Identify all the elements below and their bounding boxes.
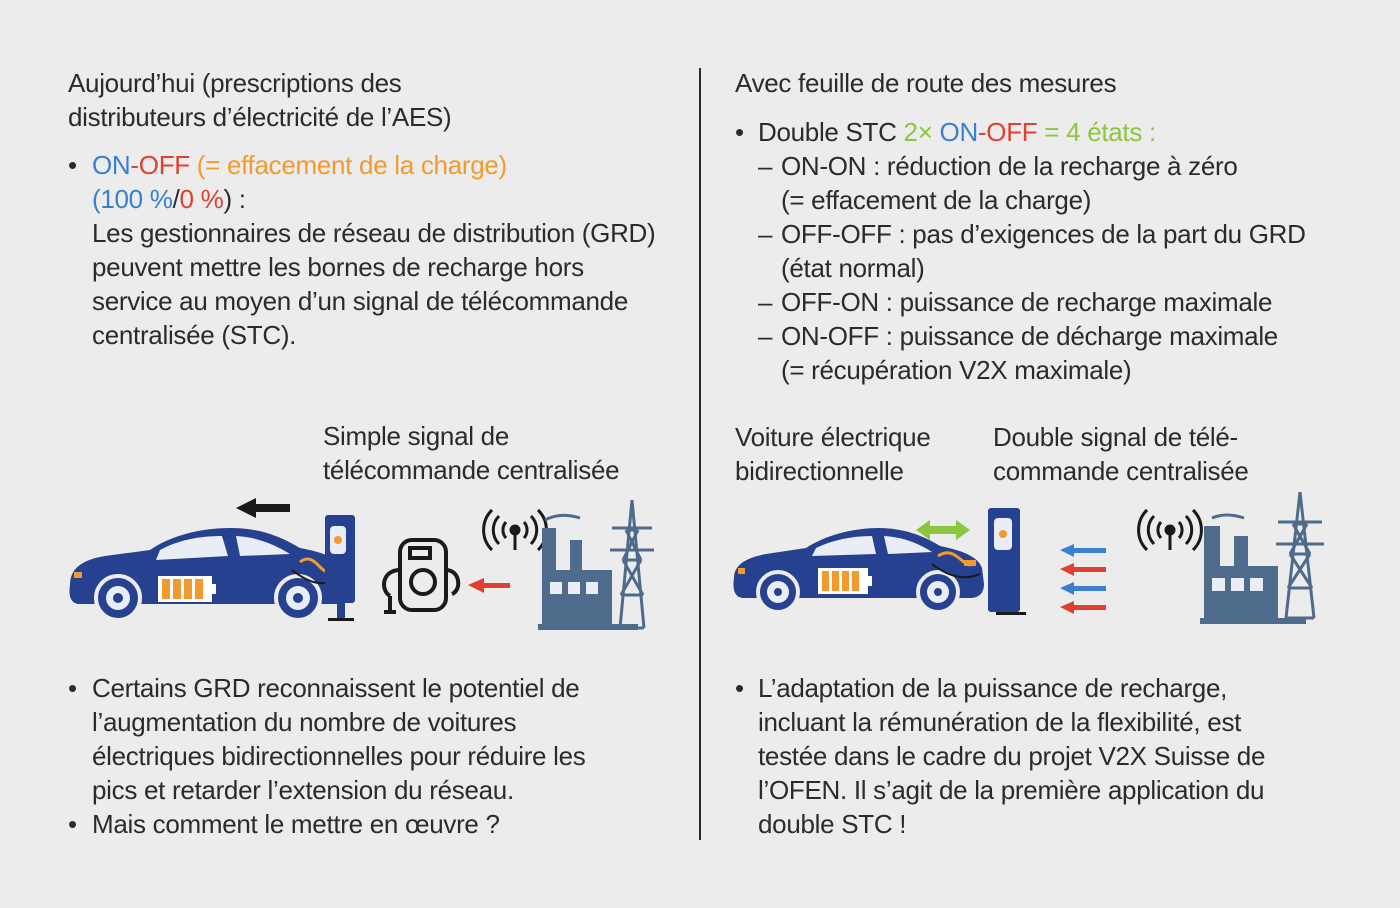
on-label: ON: [939, 117, 978, 147]
factory-icon: [538, 515, 638, 630]
electric-car-icon: [733, 528, 984, 612]
double-signal-caption-2: commande centralisée: [993, 456, 1249, 486]
right-b2-line-4: l’OFEN. Il s’agit de la première application du: [758, 775, 1265, 805]
left-illustration: [60, 490, 680, 640]
smart-plug-icon: [384, 540, 458, 612]
bidirectional-car-caption-2: bidirectionnelle: [735, 456, 904, 486]
left-b3-line-1: Mais comment le mettre en œuvre ?: [92, 809, 500, 839]
bullet-dot: •: [735, 673, 745, 703]
left-b2-line-2: l’augmentation du nombre de voitures: [92, 707, 517, 737]
right-b2-line-5: double STC !: [758, 809, 907, 839]
state-on-on: ON-ON : réduction de la recharge à zéro: [781, 151, 1238, 181]
four-states: = 4 états :: [1037, 117, 1156, 147]
left-b2-line-4: pics et retarder l’extension du réseau.: [92, 775, 514, 805]
simple-signal-caption-1: Simple signal de: [323, 421, 509, 451]
double-stc-line: [758, 115, 1156, 149]
on-label: ON: [92, 150, 131, 180]
state-on-on-note: (= effacement de la charge): [781, 185, 1092, 215]
right-b2-line-3: testée dans le cadre du projet V2X Suisse de: [758, 741, 1266, 771]
percent-line: [92, 182, 246, 216]
dash: -: [130, 150, 139, 180]
charging-station-icon: [988, 508, 1026, 615]
bullet-dot: •: [735, 117, 745, 147]
bullet-dot: •: [68, 150, 78, 180]
paren-open: (: [92, 184, 101, 214]
right-illustration: [728, 488, 1348, 638]
dash-marker: –: [758, 287, 773, 317]
signal-broadcast-icon: [1139, 510, 1202, 550]
left-b2-line-1: Certains GRD reconnaissent le potentiel de: [92, 673, 580, 703]
left-b1-line-4: peuvent mettre les bornes de recharge hors: [92, 252, 584, 282]
bidirectional-car-caption-1: Voiture électrique: [735, 422, 931, 452]
percent-0: 0 %: [179, 184, 224, 214]
onoff-line: [92, 148, 507, 182]
state-on-off-note: (= récupération V2X maximale): [781, 355, 1132, 385]
simple-signal-caption-2: télécommande centralisée: [323, 455, 620, 485]
left-b1-line-6: centralisée (STC).: [92, 320, 297, 350]
slash: /: [172, 184, 180, 214]
paren-close: ) :: [223, 184, 246, 214]
charging-station-icon: [325, 515, 355, 621]
bullet-dot: •: [68, 809, 78, 839]
left-heading-line-1: Aujourd’hui (prescriptions des: [68, 68, 402, 98]
left-heading-line-2: distributeurs d’électricité de l’AES): [68, 102, 452, 132]
right-heading: Avec feuille de route des mesures: [735, 68, 1117, 98]
dash-marker: –: [758, 321, 773, 351]
dash-marker: –: [758, 219, 773, 249]
state-off-off-note: (état normal): [781, 253, 925, 283]
left-b2-line-3: électriques bidirectionnelles pour réduire les: [92, 741, 586, 771]
state-off-off: OFF-OFF : pas d’exigences de la part du GRD: [781, 219, 1306, 249]
power-pylon-icon: [610, 500, 654, 628]
power-pylon-icon: [1276, 492, 1324, 618]
arrow-left-icon: [236, 498, 290, 518]
off-label: OFF: [986, 117, 1038, 147]
dash: -: [977, 117, 987, 147]
percent-100: 100 %: [100, 184, 173, 214]
dash-marker: –: [758, 151, 773, 181]
off-label: OFF: [138, 150, 190, 180]
signal-broadcast-icon: [484, 510, 547, 550]
double-stc-label: Double STC: [758, 117, 904, 147]
state-on-off: ON-OFF : puissance de décharge maximale: [781, 321, 1278, 351]
red-arrow-icon: [468, 578, 510, 593]
left-b1-line-3: Les gestionnaires de réseau de distribution (GRD): [92, 218, 656, 248]
right-b2-line-1: L’adaptation de la puissance de recharge,: [758, 673, 1228, 703]
column-divider: [699, 68, 701, 840]
double-signal-caption-1: Double signal de télé-: [993, 422, 1238, 452]
electric-car-icon: [69, 528, 352, 620]
left-b1-line-5: service au moyen d’un signal de télécommande: [92, 286, 628, 316]
bullet-dot: •: [68, 673, 78, 703]
signal-arrows-icon: [1060, 544, 1106, 614]
right-b2-line-2: incluant la rémunération de la flexibilité, est: [758, 707, 1242, 737]
load-shedding-note: (= effacement de la charge): [189, 150, 507, 180]
two-times: 2×: [903, 117, 940, 147]
state-off-on: OFF-ON : puissance de recharge maximale: [781, 287, 1273, 317]
bidirectional-arrow-icon: [916, 520, 970, 540]
